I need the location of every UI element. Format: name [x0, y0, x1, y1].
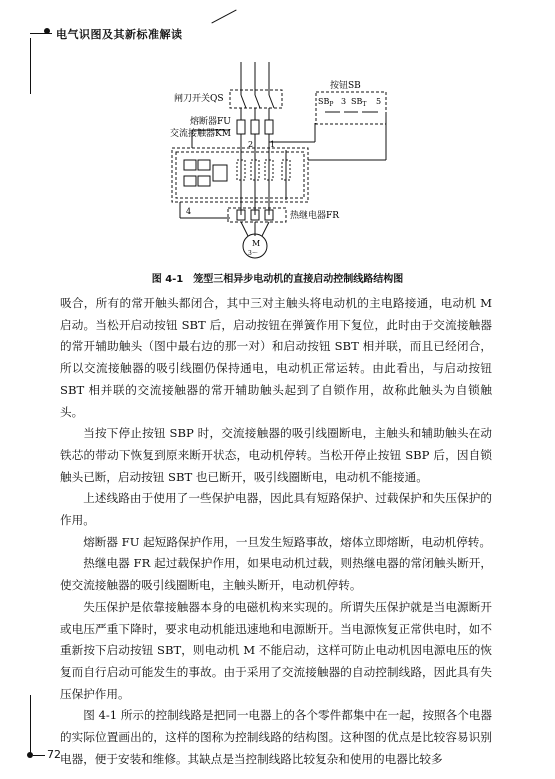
left-margin-bar-bottom: [30, 695, 31, 755]
motor-sub-label: 3～: [248, 250, 258, 257]
node-5: 5: [376, 97, 382, 106]
paragraph: 当按下停止按钮 SBP 时，交流接触器的吸引线圈断电，主触头和辅助触头在动铁芯的带动下恢复到原来断开状态，电动机停转。当松开停止按钮 SBP 后，因自锁触头已断，启动按钮 SBT 也已断开，吸引线圈断电，电动机不能接通。: [60, 426, 492, 484]
node-2: 2: [248, 140, 254, 149]
node-3: 3: [341, 97, 347, 106]
motor-label: M: [252, 239, 261, 248]
paragraph: 熔断器 FU 起短路保护作用，一旦发生短路事故，熔体立即熔断，电动机停转。: [83, 534, 491, 549]
label-sbp: $SB_P$: [318, 97, 334, 108]
paragraph: 上述线路由于使用了一些保护电器，因此具有短路保护、过载保护和失压保护的作用。: [60, 491, 492, 528]
paragraph: 热继电器 FR 起过载保护作用，如果电动机过载，则热继电器的常闭触头断开，使交流接触器的吸引线圈断电，主触头断开，电动机停转。: [60, 556, 492, 593]
page-number: 72: [47, 748, 61, 761]
label-fu: 熔断器FU: [190, 117, 231, 127]
footer-rule: [33, 755, 45, 756]
label-qs: 闸刀开关QS: [174, 94, 224, 104]
label-sbt: $SB_T$: [351, 97, 367, 108]
figure-caption: 图 4-1 笼型三相异步电动机的直接启动控制线路结构图: [151, 274, 404, 285]
paragraph: 吸合，所有的常开触头都闭合，其中三对主触头将电动机的主电路接通，电动机 M 启动。当松开启动按钮 SBT 后，启动按钮在弹簧作用下复位，此时由于交流接触器的常开辅助触头（图中最右边的那一对）和启动按钮 SBT 相并联，而且已经闭合，所以交流接触器的吸引线圈仍保持通电，电动机正常运转。由此看出，与启动按钮 SBT 相并联的交流接触器的常开辅助触头起到了自锁作用，故称此触头为自锁触头。: [60, 296, 492, 419]
node-1: 1: [270, 140, 276, 149]
label-sb: 按钮SB: [330, 81, 361, 91]
node-4: 4: [186, 207, 192, 216]
body-text: [60, 293, 492, 770]
label-fr: 热继电器FR: [290, 211, 340, 221]
wiring-diagram: [0, 0, 555, 300]
running-header: 电气识图及其新标准解读: [56, 28, 183, 41]
paragraph: 失压保护是依靠接触器本身的电磁机构来实现的。所谓失压保护就是当电源断开或电压严重下降时，要求电动机能迅速地和电源断开。当电源恢复正常供电时，如不重新按下启动按钮 SBT，则电动机 M 不能启动，这样可防止电动机因电源电压的恢复而自行启动可能发生的事故。由于采用了交流接触器的自动控制线路，因此具有失压保护作用。: [60, 599, 492, 701]
label-km: 交流接触器KM: [170, 129, 231, 139]
paragraph: 图 4-1 所示的控制线路是把同一电器上的各个零件都集中在一起，按照各个电器的实际位置画出的，这样的图称为控制线路的结构图。这种图的优点是比较容易识别电器，便于安装和维修。其缺点是当控制线路比较复杂和使用的电器比较多: [60, 708, 492, 766]
